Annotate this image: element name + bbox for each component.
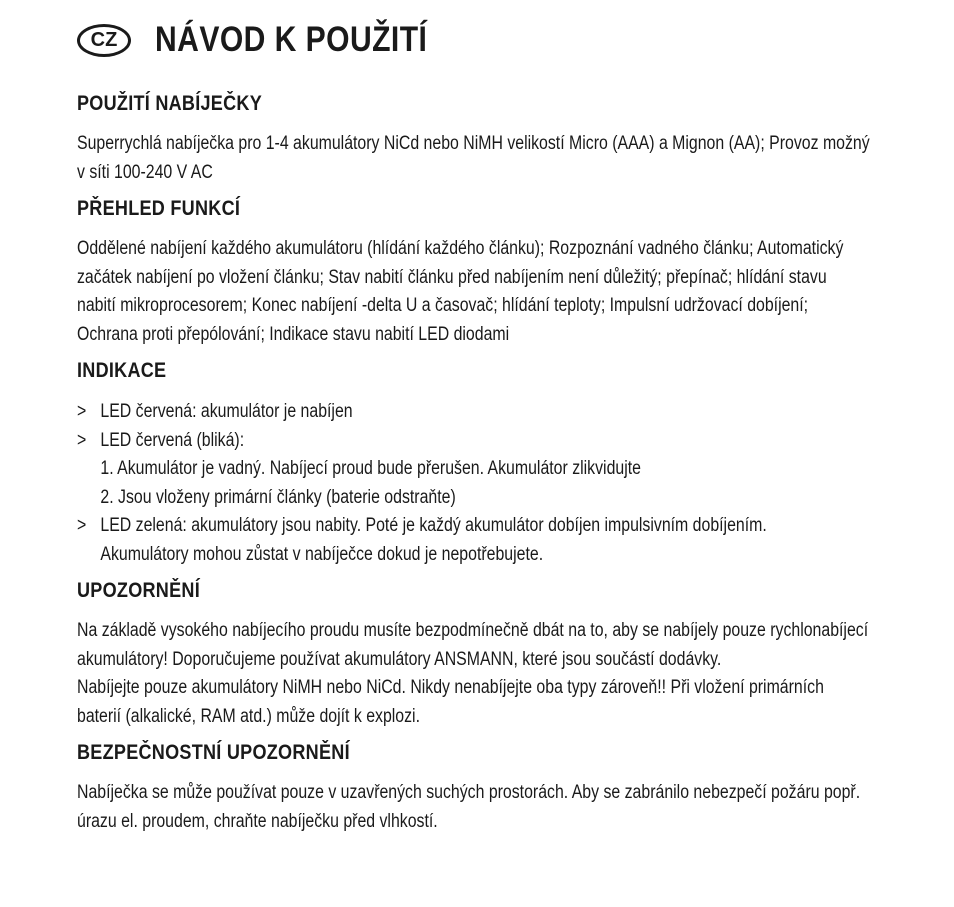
text-line: úrazu el. proudem, chraňte nabíječku před vlhkostí. — [77, 810, 438, 832]
list-item — [77, 541, 895, 570]
paragraph-safety — [77, 779, 895, 836]
text-line: baterií (alkalické, RAM atd.) může dojít k explozi. — [77, 705, 420, 727]
list-item-text: 2. Jsou vloženy primární články (baterie odstraňte) — [100, 486, 456, 508]
text-line: začátek nabíjení po vložení článku; Stav nabití článku před nabíjením není důležitý; přepínač; hlídání stavu — [77, 266, 827, 288]
list-item — [77, 512, 895, 541]
section-heading-warning: UPOZORNĚNÍ — [77, 579, 200, 602]
list-item-text: LED zelená: akumulátory jsou nabity. Poté je každý akumulátor dobíjen impulsivním dobíjením. — [100, 515, 767, 537]
text-line: Superrychlá nabíječka pro 1-4 akumulátory NiCd nebo NiMH velikostí Micro (AAA) a Mignon (AA); Provoz možný — [77, 133, 870, 154]
list-item — [77, 398, 895, 427]
bullet-arrow: > — [77, 429, 87, 451]
text-line: akumulátory! Doporučujeme používat akumulátory ANSMANN, které jsou součástí dodávky. — [77, 648, 722, 670]
list-item-text: LED červená: akumulátor je nabíjen — [100, 401, 353, 422]
indication-list — [77, 398, 895, 570]
paragraph-use — [77, 130, 895, 187]
bullet-arrow: > — [77, 515, 87, 537]
list-item-text: LED červená (bliká): — [100, 429, 245, 451]
text-line: Nabíječka se může používat pouze v uzavřených suchých prostorách. Aby se zabránilo nebezpečí požáru popř. — [77, 782, 861, 803]
paragraph-features — [77, 235, 895, 349]
list-item-text: Akumulátory mohou zůstat v nabíječce dokud je nepotřebujete. — [100, 543, 544, 565]
text-line: Nabíjejte pouze akumulátory NiMH nebo NiCd. Nikdy nenabíjejte oba typy zároveň!! Při vložení primárních — [77, 677, 824, 699]
section-heading-indication: INDIKACE — [77, 359, 167, 382]
list-item — [77, 484, 895, 513]
text-line: Oddělené nabíjení každého akumulátoru (hlídání každého článku); Rozpoznání vadného článku; Automatický — [77, 238, 844, 259]
paragraph-warning — [77, 617, 895, 731]
list-item — [77, 455, 895, 484]
page-title: NÁVOD K POUŽITÍ — [155, 20, 428, 59]
language-badge — [77, 24, 131, 57]
title-row — [77, 18, 472, 62]
text-line: Ochrana proti přepólování; Indikace stavu nabití LED diodami — [77, 323, 510, 345]
text-line: v síti 100-240 V AC — [77, 161, 213, 183]
language-code: CZ — [90, 28, 118, 51]
section-heading-safety: BEZPEČNOSTNÍ UPOZORNĚNÍ — [77, 741, 350, 764]
list-item-text: 1. Akumulátor je vadný. Nabíjecí proud bude přerušen. Akumulátor zlikvidujte — [100, 458, 641, 480]
list-item — [77, 427, 895, 456]
bullet-arrow: > — [77, 401, 87, 422]
text-line: nabití mikroprocesorem; Konec nabíjení -delta U a časovač; hlídání teploty; Impulsní udržovací dobíjení; — [77, 295, 809, 317]
section-heading-features: PŘEHLED FUNKCÍ — [77, 197, 241, 220]
text-line: Na základě vysokého nabíjecího proudu musíte bezpodmínečně dbát na to, aby se nabíjely pouze rychlonabíjecí — [77, 620, 869, 641]
section-heading-use: POUŽITÍ NABÍJEČKY — [77, 92, 263, 115]
